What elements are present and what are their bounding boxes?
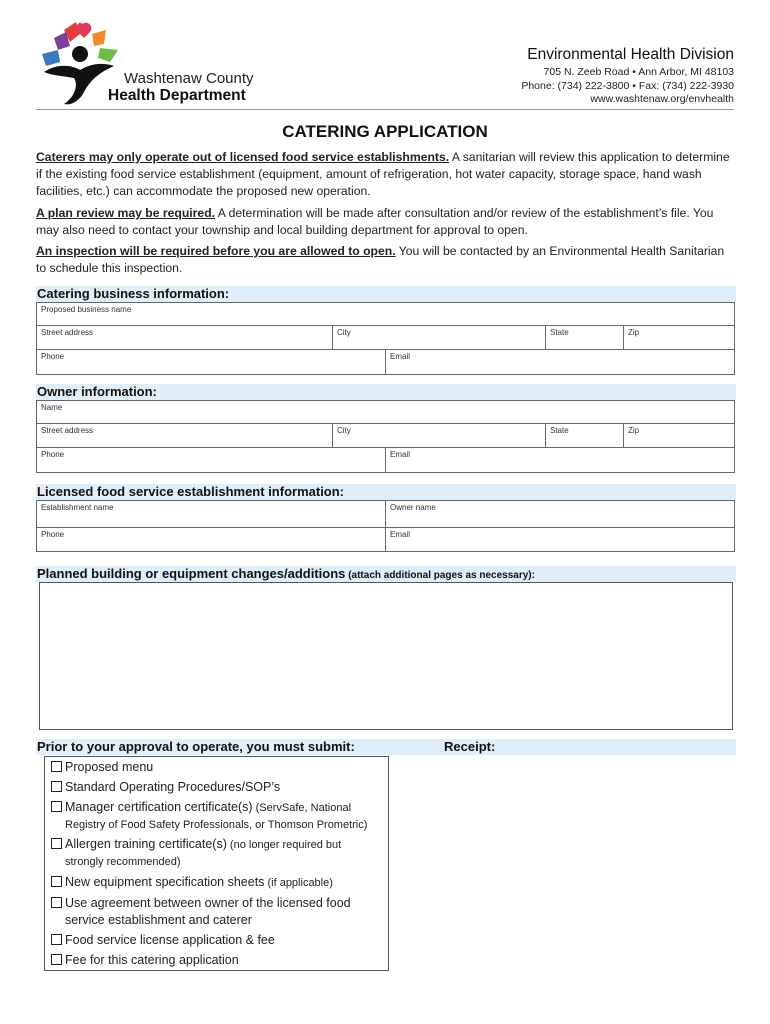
- checklist-item: Proposed menu: [51, 759, 388, 776]
- establishment-form: [36, 500, 735, 552]
- catering-city-field[interactable]: City: [332, 325, 546, 350]
- establishment-section-heading: Licensed food service establishment information:: [36, 484, 736, 500]
- catering-state-field[interactable]: State: [545, 325, 624, 350]
- receipt-label: Receipt:: [444, 739, 496, 754]
- checklist-item: Standard Operating Procedures/SOP’s: [51, 779, 388, 796]
- checkbox[interactable]: [51, 876, 62, 887]
- checkbox[interactable]: [51, 838, 62, 849]
- website-link[interactable]: www.washtenaw.org/envhealth: [590, 93, 734, 105]
- establishment-owner-field[interactable]: Owner name: [385, 500, 735, 528]
- establishment-email-field[interactable]: Email: [385, 527, 735, 552]
- establishment-name-field[interactable]: Establishment name: [36, 500, 386, 528]
- header-divider: [36, 109, 734, 110]
- checkbox[interactable]: [51, 761, 62, 772]
- checkbox[interactable]: [51, 897, 62, 908]
- catering-zip-field[interactable]: Zip: [623, 325, 735, 350]
- checkbox[interactable]: [51, 954, 62, 965]
- owner-zip-field[interactable]: Zip: [623, 423, 735, 448]
- phone-fax: Phone: (734) 222-3800 • Fax: (734) 222-3930: [521, 79, 734, 92]
- owner-city-field[interactable]: City: [332, 423, 546, 448]
- establishment-phone-field[interactable]: Phone: [36, 527, 386, 552]
- owner-section-heading: Owner information:: [36, 384, 736, 400]
- catering-email-field[interactable]: Email: [385, 349, 735, 375]
- checklist-item: New equipment specification sheets (if applicable): [51, 874, 388, 892]
- owner-name-field[interactable]: Name: [36, 400, 735, 424]
- checklist-item: Fee for this catering application: [51, 952, 388, 969]
- planned-changes-textarea[interactable]: [39, 582, 733, 730]
- address: 705 N. Zeeb Road • Ann Arbor, MI 48103: [543, 66, 734, 78]
- intro-paragraph-1: Caterers may only operate out of licensed food service establishments. A sanitarian will review this application to determine if the existing food service establishment (equipment, amount of refrigeration, hot water capacity, storage space, hand wash facilities, etc.) can accommodate the proposed new operation.: [36, 150, 730, 198]
- intro-paragraph-2: A plan review may be required. A determination will be made after consultation and/or review of the establishment’s file. You may also need to contact your township and local building department for approval to open.: [36, 206, 714, 237]
- submit-section-heading: Prior to your approval to operate, you must submit: Receipt:: [36, 739, 736, 755]
- checklist-item: Use agreement between owner of the licensed food service establishment and caterer: [51, 895, 388, 929]
- org-name-line2: Health Department: [108, 87, 246, 104]
- checkbox[interactable]: [51, 801, 62, 812]
- checklist-item: Manager certification certificate(s) (ServSafe, National Registry of Food Safety Professionals, or Thomson Prometric): [51, 799, 388, 834]
- catering-street-field[interactable]: Street address: [36, 325, 333, 350]
- page-title: CATERING APPLICATION: [282, 122, 488, 141]
- owner-form: [36, 400, 735, 473]
- catering-form: [36, 302, 735, 375]
- org-name-line1: Washtenaw County: [124, 70, 254, 87]
- checkbox[interactable]: [51, 934, 62, 945]
- contact-block: [521, 66, 734, 107]
- checklist-item: Food service license application & fee: [51, 932, 388, 949]
- checkbox[interactable]: [51, 781, 62, 792]
- catering-phone-field[interactable]: Phone: [36, 349, 386, 375]
- checklist-item: Allergen training certificate(s) (no longer required but strongly recommended): [51, 836, 388, 871]
- division-title: Environmental Health Division: [527, 46, 734, 63]
- catering-section-heading: Catering business information:: [36, 286, 736, 302]
- owner-state-field[interactable]: State: [545, 423, 624, 448]
- owner-email-field[interactable]: Email: [385, 447, 735, 473]
- catering-business-name-field[interactable]: Proposed business name: [36, 302, 735, 326]
- owner-street-field[interactable]: Street address: [36, 423, 333, 448]
- owner-phone-field[interactable]: Phone: [36, 447, 386, 473]
- submit-checklist: [44, 756, 389, 971]
- intro-paragraph-3: An inspection will be required before you are allowed to open. You will be contacted by an Environmental Health Sanitarian to schedule this inspection.: [36, 244, 725, 275]
- planned-changes-heading: Planned building or equipment changes/additions (attach additional pages as necessary):: [36, 566, 736, 582]
